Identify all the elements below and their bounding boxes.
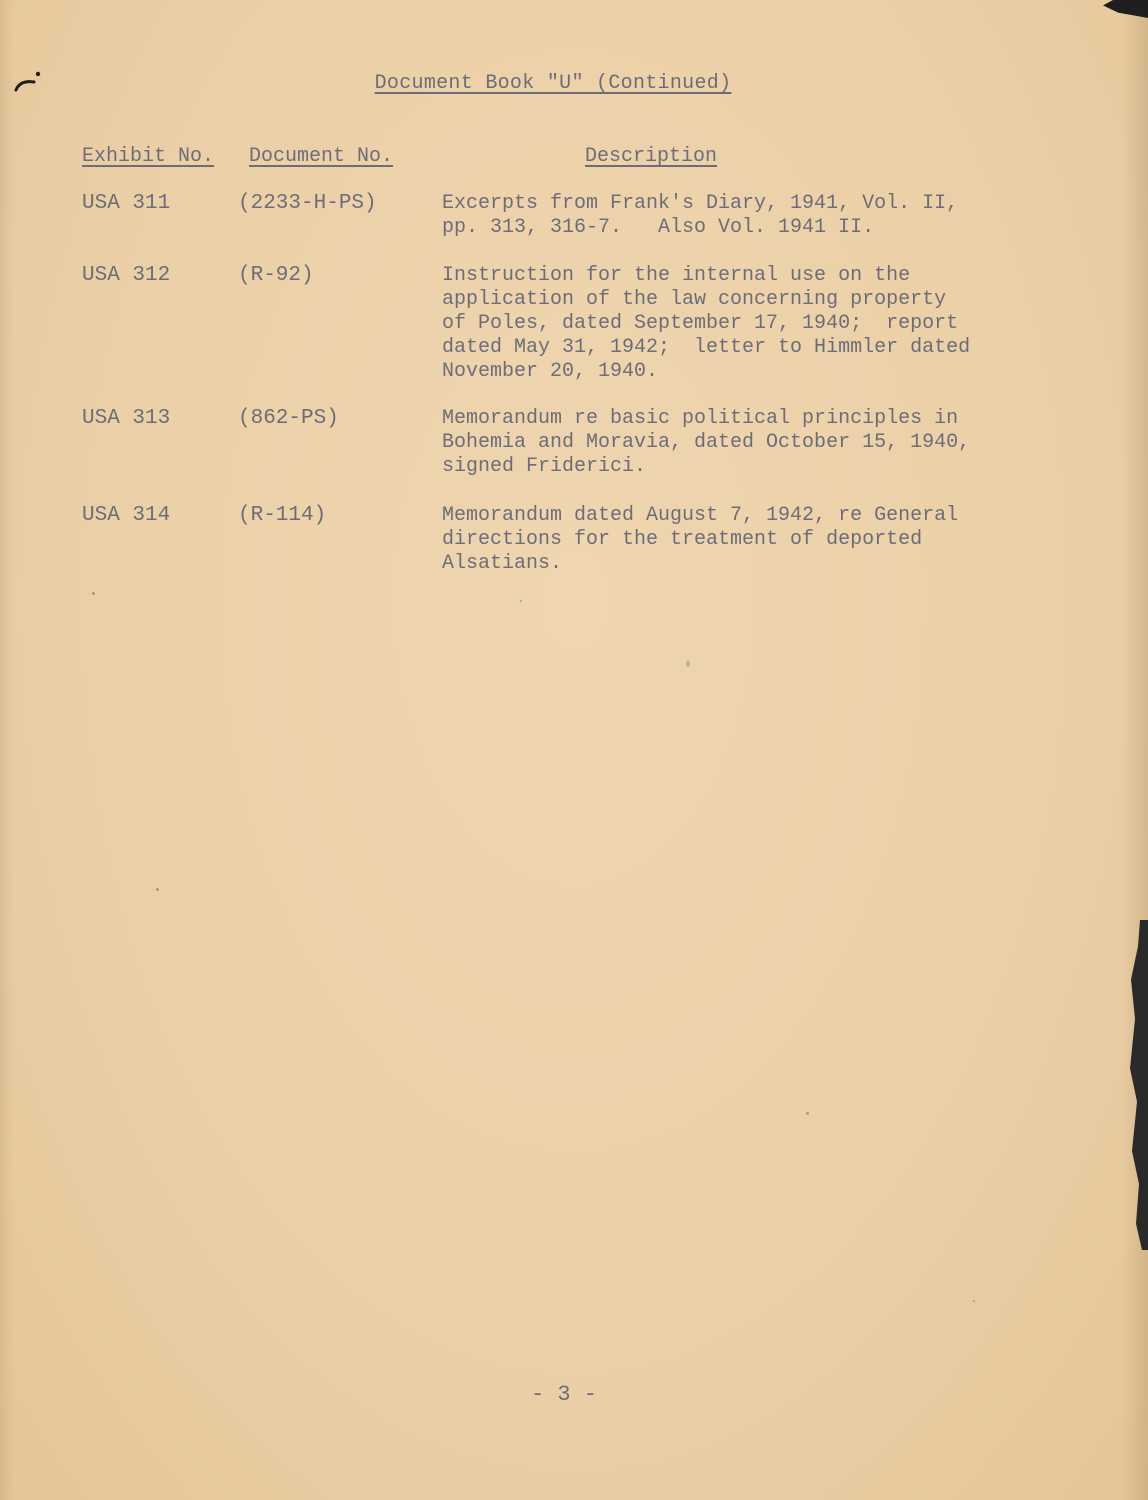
description-line: Excerpts from Frank's Diary, 1941, Vol. II, xyxy=(442,192,959,215)
exhibit-number: USA 312 xyxy=(82,264,171,287)
description-line: Instruction for the internal use on the xyxy=(442,264,911,287)
description-line: dated May 31, 1942; letter to Himmler dated xyxy=(442,336,971,359)
description-line: Alsatians. xyxy=(442,552,563,575)
paper-speck xyxy=(806,1112,809,1115)
description-line: signed Friderici. xyxy=(442,455,647,478)
exhibit-number: USA 314 xyxy=(82,504,171,527)
page-number: - 3 - xyxy=(530,1382,597,1407)
document-number: (R-114) xyxy=(238,504,327,527)
description-line: directions for the treatment of deported xyxy=(442,528,923,551)
description-line: Bohemia and Moravia, dated October 15, 1940, xyxy=(442,431,971,454)
description-line: Memorandum dated August 7, 1942, re General xyxy=(442,504,959,527)
exhibit-description xyxy=(442,407,1002,479)
paper-speck xyxy=(973,1300,975,1302)
column-header-exhibit: Exhibit No. xyxy=(82,145,215,168)
exhibit-description xyxy=(442,192,1002,240)
exhibit-number: USA 313 xyxy=(82,407,171,430)
page-shadow-right xyxy=(1122,0,1148,1500)
paper-speck xyxy=(520,600,522,602)
description-line: Memorandum re basic political principles in xyxy=(442,407,959,430)
description-line: November 20, 1940. xyxy=(442,360,659,383)
exhibit-number: USA 311 xyxy=(82,192,171,215)
document-number: (862-PS) xyxy=(238,407,339,430)
page-shadow-left xyxy=(0,0,14,1500)
exhibit-description xyxy=(442,264,1002,384)
paper-speck xyxy=(92,592,95,595)
column-header-document: Document No. xyxy=(249,145,394,168)
description-line: pp. 313, 316-7. Also Vol. 1941 II. xyxy=(442,216,875,239)
description-line: of Poles, dated September 17, 1940; report xyxy=(442,312,959,335)
description-line: application of the law concerning property xyxy=(442,288,947,311)
document-title: Document Book "U" (Continued) xyxy=(374,72,732,95)
document-number: (2233-H-PS) xyxy=(238,192,377,215)
exhibit-description xyxy=(442,504,1002,576)
paper-speck xyxy=(156,888,159,891)
paper-speck xyxy=(686,660,690,667)
column-header-description: Description xyxy=(585,145,718,168)
document-number: (R-92) xyxy=(238,264,314,287)
